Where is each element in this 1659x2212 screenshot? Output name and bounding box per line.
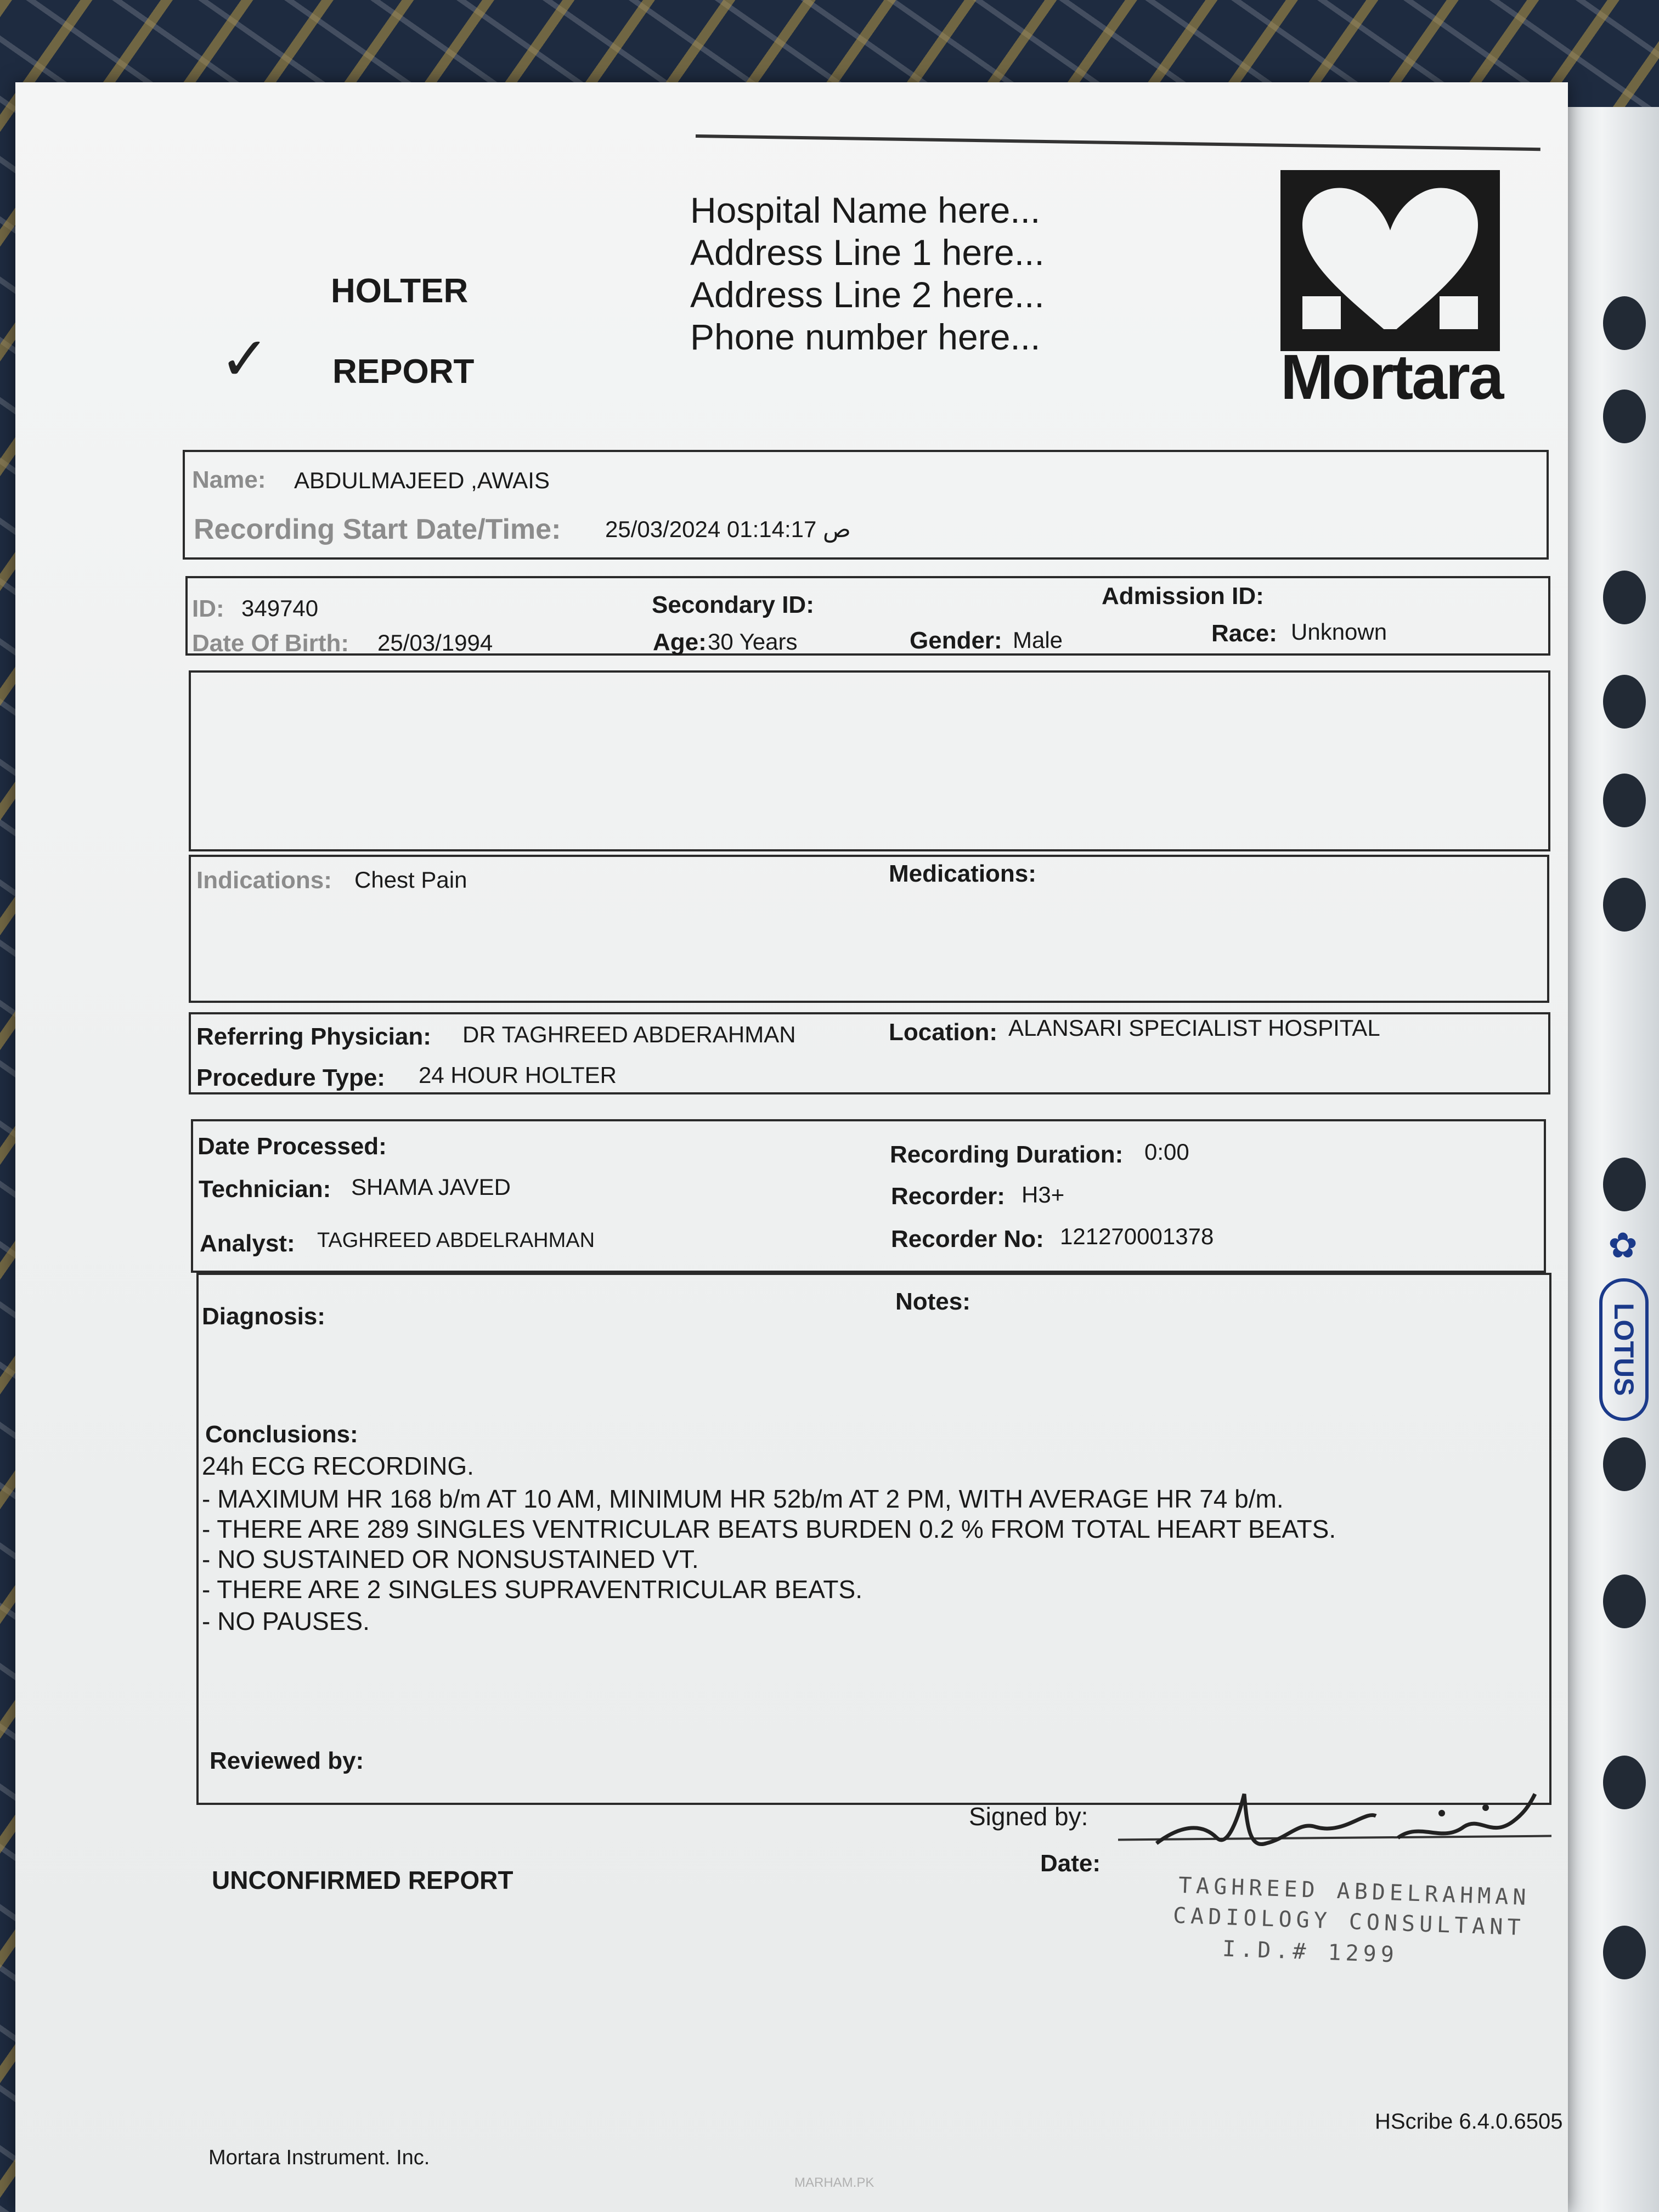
punch-hole	[1603, 774, 1646, 827]
recording-start-value: 25/03/2024 01:14:17 ص	[605, 516, 851, 542]
analyst-value: TAGHREED ABDELRAHMAN	[317, 1229, 595, 1252]
indications-label: Indications:	[196, 867, 332, 894]
medications-label: Medications:	[889, 860, 1036, 887]
race-label: Race:	[1211, 620, 1277, 647]
gender-value: Male	[1013, 627, 1063, 653]
report-title-report: REPORT	[332, 353, 475, 391]
mortara-heart-logo-icon	[1280, 170, 1500, 351]
address-line-1: Address Line 1 here...	[690, 232, 1045, 273]
lotus-flower-icon: ✿	[1608, 1226, 1638, 1265]
stamp-line-3: I.D.# 1299	[1222, 1936, 1399, 1968]
company-name: Mortara Instrument. Inc.	[208, 2146, 430, 2169]
recorder-value: H3+	[1022, 1182, 1065, 1207]
diagnosis-label: Diagnosis:	[202, 1303, 325, 1330]
conclusion-line: 24h ECG RECORDING.	[202, 1452, 474, 1480]
punch-hole	[1603, 1926, 1646, 1979]
referring-physician-value: DR TAGHREED ABDERAHMAN	[462, 1022, 796, 1047]
dob-value: 25/03/1994	[377, 630, 493, 656]
reviewed-by-label: Reviewed by:	[210, 1747, 364, 1774]
age-value: 30 Years	[708, 629, 798, 654]
date-label: Date:	[1040, 1850, 1101, 1877]
phone-number: Phone number here...	[690, 317, 1041, 357]
technician-value: SHAMA JAVED	[351, 1174, 511, 1200]
top-rule	[696, 134, 1541, 151]
punch-hole	[1603, 1756, 1646, 1809]
punch-hole	[1603, 296, 1646, 350]
gender-label: Gender:	[910, 627, 1002, 654]
lotus-brand-label: LOTUS	[1599, 1278, 1649, 1421]
id-label: ID:	[192, 595, 224, 622]
software-version: HScribe 6.4.0.6505	[1375, 2109, 1563, 2134]
signed-by-label: Signed by:	[969, 1802, 1088, 1831]
conclusion-line: - THERE ARE 2 SINGLES SUPRAVENTRICULAR BEATS.	[202, 1575, 862, 1604]
id-value: 349740	[241, 595, 319, 621]
conclusion-line: - NO PAUSES.	[202, 1607, 370, 1635]
recorder-label: Recorder:	[891, 1183, 1005, 1210]
punch-hole	[1603, 1158, 1646, 1211]
dob-label: Date Of Birth:	[192, 630, 349, 657]
recorder-no-label: Recorder No:	[891, 1226, 1044, 1252]
punch-hole	[1603, 1437, 1646, 1491]
conclusion-line: - THERE ARE 289 SINGLES VENTRICULAR BEATS BURDEN 0.2 % FROM TOTAL HEART BEATS.	[202, 1515, 1336, 1543]
conclusion-line: - MAXIMUM HR 168 b/m AT 10 AM, MINIMUM HR 52b/m AT 2 PM, WITH AVERAGE HR 74 b/m.	[202, 1485, 1284, 1513]
punch-hole	[1603, 1575, 1646, 1628]
marham-watermark: MARHAM.PK	[794, 2175, 874, 2190]
check-mark-icon: ✓	[219, 325, 270, 393]
stamp-line-2: CADIOLOGY CONSULTANT	[1172, 1903, 1526, 1941]
location-label: Location:	[889, 1019, 997, 1046]
indications-value: Chest Pain	[354, 867, 467, 893]
recorder-no-value: 121270001378	[1060, 1223, 1214, 1249]
punch-hole	[1603, 878, 1646, 932]
race-value: Unknown	[1291, 619, 1387, 645]
recording-duration-value: 0:00	[1144, 1139, 1189, 1165]
secondary-id-label: Secondary ID:	[652, 591, 814, 618]
age-label: Age:	[653, 629, 707, 656]
name-label: Name:	[192, 466, 266, 493]
referring-physician-label: Referring Physician:	[196, 1023, 431, 1050]
address-line-2: Address Line 2 here...	[690, 274, 1045, 315]
empty-info-box	[189, 670, 1550, 851]
punch-hole	[1603, 675, 1646, 729]
unconfirmed-report-label: UNCONFIRMED REPORT	[212, 1866, 514, 1894]
handwritten-signature-icon	[1135, 1761, 1551, 1871]
name-value: ABDULMAJEED ,AWAIS	[294, 467, 550, 493]
stamp-line-1: TAGHREED ABDELRAHMAN	[1178, 1872, 1531, 1911]
punch-hole	[1603, 390, 1646, 443]
admission-id-label: Admission ID:	[1102, 583, 1264, 610]
notes-label: Notes:	[895, 1288, 970, 1315]
procedure-type-label: Procedure Type:	[196, 1064, 385, 1091]
conclusion-line: - NO SUSTAINED OR NONSUSTAINED VT.	[202, 1545, 699, 1573]
procedure-type-value: 24 HOUR HOLTER	[419, 1062, 617, 1088]
date-processed-label: Date Processed:	[198, 1133, 387, 1160]
conclusions-label: Conclusions:	[205, 1421, 358, 1448]
report-title-holter: HOLTER	[331, 272, 469, 310]
technician-label: Technician:	[199, 1176, 331, 1203]
recording-start-label: Recording Start Date/Time:	[194, 514, 561, 545]
hospital-name: Hospital Name here...	[690, 190, 1041, 230]
recording-duration-label: Recording Duration:	[890, 1141, 1124, 1168]
mortara-logo-text: Mortara	[1280, 341, 1503, 413]
analyst-label: Analyst:	[200, 1230, 295, 1257]
report-sheet	[15, 82, 1568, 2212]
location-value: ALANSARI SPECIALIST HOSPITAL	[1008, 1015, 1380, 1041]
punch-hole	[1603, 571, 1646, 624]
